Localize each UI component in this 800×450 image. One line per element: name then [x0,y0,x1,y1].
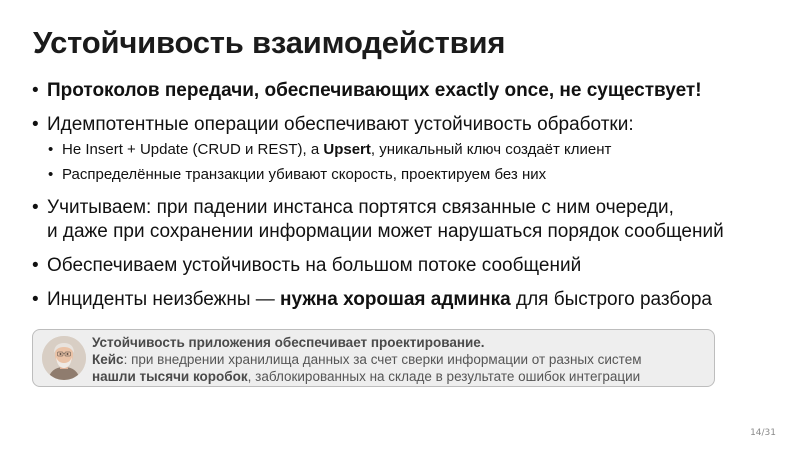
slide-title: Устойчивость взаимодействия [33,25,506,60]
sub-bullet-text: Распределённые транзакции убивают скорость, проектируем без них [62,166,547,183]
quote-callout [32,329,715,387]
callout-headline: Устойчивость приложения обеспечивает проектирование. [92,335,485,350]
callout-case-line [92,351,707,368]
sub-bullet-text: Не Insert + Update (CRUD и REST), а [62,141,324,158]
bullet-throughput [32,254,782,278]
bullet-text: Идемпотентные операции обеспечивают устойчивость обработки: [47,114,634,135]
bullet-list [32,79,782,322]
avatar-portrait-icon [42,336,86,380]
sub-bullet-bold: Upsert [323,141,371,158]
bullet-text-line1: • Учитываем: при падении инстанса портятся связанные с ним очереди, [47,197,674,218]
bullet-text: Инциденты неизбежны — [47,289,281,310]
bullet-exactly-once [32,79,782,103]
callout-case-label: Кейс [92,352,124,367]
bullet-text-line2: и даже при сохранении информации может нарушаться порядок сообщений [47,221,724,242]
sub-bullet-upsert [47,139,782,161]
bullet-text: Протоколов передачи, обеспечивающих exactly once, не существует! [47,80,702,101]
bullet-incidents [32,288,782,312]
bullet-queues [32,196,782,244]
callout-text [92,334,707,385]
sub-bullet-list [47,139,782,186]
bullet-bold: нужна хорошая админка [280,289,511,310]
page-number: 14/31 [750,428,776,438]
callout-result-bold: нашли тысячи коробок [92,369,248,384]
bullet-text: для быстрого разбора [510,289,712,310]
bullet-idempotent [32,113,782,186]
avatar [42,336,86,380]
bullet-text: Обеспечиваем устойчивость на большом потоке сообщений [47,255,582,276]
callout-case-text: : при внедрении хранилища данных за счет сверки информации от разных систем [123,352,642,367]
callout-result-text: , заблокированных на складе в результате ошибок интеграции [247,369,641,384]
sub-bullet-text: , уникальный ключ создаёт клиент [370,141,612,158]
callout-result-line [92,368,707,385]
sub-bullet-transactions [47,164,782,186]
